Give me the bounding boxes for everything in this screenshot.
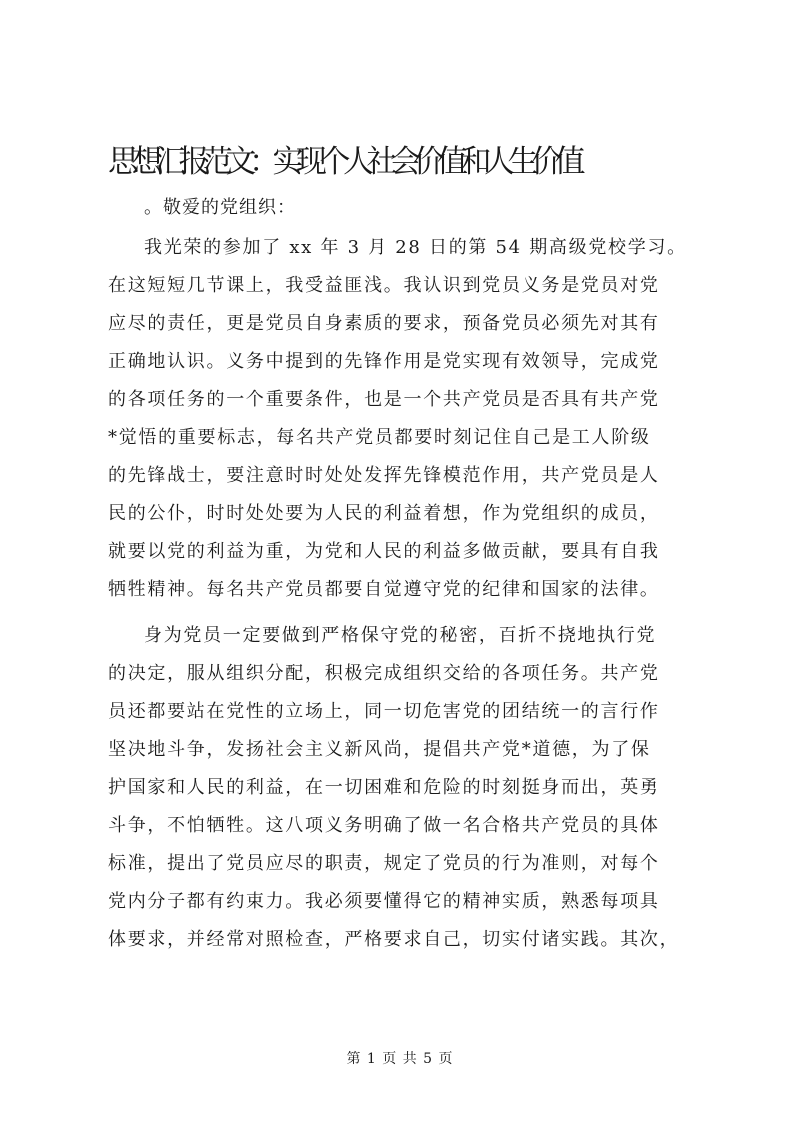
salutation: 。敬爱的党组织： — [144, 197, 296, 218]
body-line: 牺牲精神。每名共产党员都要自觉遵守党的纪律和国家的法律。 — [108, 579, 660, 600]
body-line: 正确地认识。义务中提到的先锋作用是党实现有效领导，完成党 — [108, 351, 660, 372]
document-title: 思想汇报范文：实现个人社会价值和人生价值 — [108, 144, 578, 180]
body-line: 在这短短几节课上，我受益匪浅。我认识到党员义务是党员对党 — [108, 275, 660, 296]
body-line: 我光荣的参加了 xx 年 3 月 28 日的第 54 期高级党校学习。 — [144, 237, 687, 258]
page-number-footer: 第 1 页 共 5 页 — [346, 1051, 454, 1067]
body-line: 的先锋战士，要注意时时处处发挥先锋模范作用，共产党员是人 — [108, 465, 660, 486]
body-line: 斗争，不怕牺牲。这八项义务明确了做一名合格共产党员的具体 — [108, 815, 660, 836]
body-line: 应尽的责任，更是党员自身素质的要求，预备党员必须先对其有 — [108, 313, 660, 334]
body-line: 党内分子都有约束力。我必须要懂得它的精神实质，熟悉每项具 — [108, 891, 660, 912]
body-line: 体要求，并经常对照检查，严格要求自己，切实付诸实践。其次， — [108, 929, 680, 950]
body-line: 民的公仆，时时处处要为人民的利益着想，作为党组织的成员， — [108, 503, 660, 524]
body-line: 就要以党的利益为重，为党和人民的利益多做贡献，要具有自我 — [108, 541, 660, 562]
body-line: *觉悟的重要标志，每名共产党员都要时刻记住自己是工人阶级 — [108, 427, 651, 448]
body-line: 身为党员一定要做到严格保守党的秘密，百折不挠地执行党 — [144, 625, 657, 646]
body-line: 的各项任务的一个重要条件，也是一个共产党员是否具有共产党 — [108, 389, 660, 410]
body-line: 员还都要站在党性的立场上，同一切危害党的团结统一的言行作 — [108, 701, 660, 722]
body-line: 护国家和人民的利益，在一切困难和危险的时刻挺身而出，英勇 — [108, 777, 660, 798]
body-line: 的决定，服从组织分配，积极完成组织交给的各项任务。共产党 — [108, 663, 660, 684]
body-line: 坚决地斗争，发扬社会主义新风尚，提倡共产党*道德，为了保 — [108, 739, 651, 760]
body-line: 标准，提出了党员应尽的职责，规定了党员的行为准则，对每个 — [108, 853, 660, 874]
